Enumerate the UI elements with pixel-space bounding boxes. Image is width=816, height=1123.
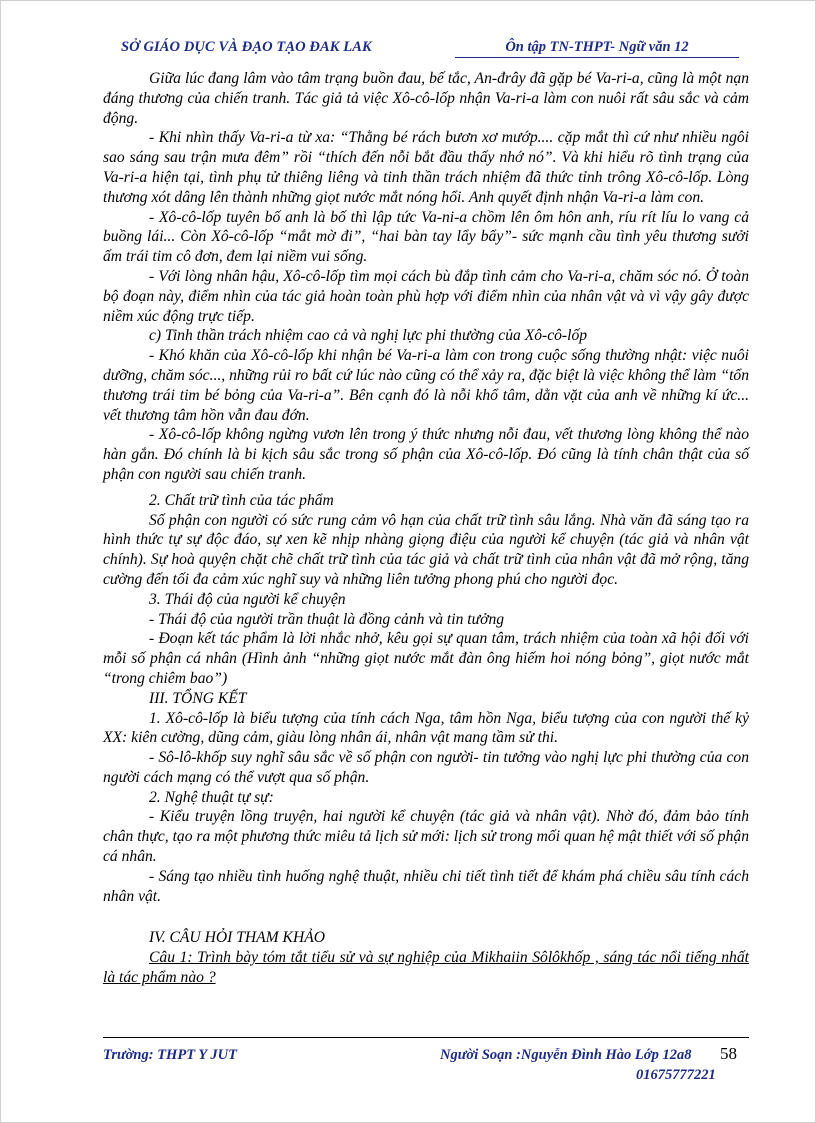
paragraph-bullet: - Với lòng nhân hậu, Xô-cô-lốp tìm mọi cách bù đắp tình cảm cho Va-ri-a, chăm sóc nó. Ở toàn bộ đoạn này, điểm nhìn của tác giả hoàn toàn phù hợp với điểm nhìn của nhân vật và vì vậy gây được niềm xúc động trực tiếp. [103, 267, 749, 325]
page-header [103, 37, 737, 59]
section-heading: 2. Nghệ thuật tự sự: [149, 788, 274, 806]
paragraph-bullet: - Thái độ của người trần thuật là đồng cảnh và tin tưởng [149, 610, 505, 628]
section-heading: 3. Thái độ của người kể chuyện [149, 590, 346, 608]
header-subject: Ôn tập TN-THPT- Ngữ văn 12 [455, 39, 739, 58]
paragraph-bullet: - Kiểu truyện lồng truyện, hai người kể chuyện (tác giả và nhân vật). Nhờ đó, đảm bảo tính chân thực, tạo ra một phương thức miêu tả lịch sử mới: lịch sử trong mối quan hệ mật thiết với số phận cá nhân. [103, 808, 749, 866]
footer-author: Người Soạn :Nguyễn Đình Hào Lớp 12a8 [440, 1047, 692, 1063]
paragraph-bullet: - Khó khăn của Xô-cô-lốp khi nhận bé Va-ri-a làm con trong cuộc sống thường nhật: việc nuôi dưỡng, chăm sóc..., những rủi ro bất cứ lúc nào cũng có thể xảy ra, đặc biệt là việc không thể làm “tổn thương trái tim bé bỏng của Va-ri-a”. Bên cạnh đó là nỗi khổ tâm, dằn vặt của anh về những kí ức... vết thương tâm hồn vẫn đau đớn. [103, 347, 749, 424]
header-department: SỞ GIÁO DỤC VÀ ĐẠO TẠO ĐAK LAK [121, 39, 372, 55]
section-heading: III. TỔNG KẾT [149, 689, 247, 707]
footer-school: Trường: THPT Y JUT [103, 1047, 237, 1063]
section-heading: IV. CÂU HỎI THAM KHẢO [149, 929, 325, 947]
question-1 [103, 948, 749, 988]
subsection-heading: c) Tinh thần trách nhiệm cao cả và nghị lực phi thường của Xô-cô-lốp [149, 327, 588, 345]
footer-divider [103, 1037, 749, 1038]
page-footer [103, 1044, 753, 1087]
paragraph-bullet: - Sáng tạo nhiều tình huống nghệ thuật, nhiều chi tiết tình tiết để khám phá chiều sâu tính cách nhân vật. [103, 867, 749, 905]
paragraph-bullet: - Khi nhìn thấy Va-ri-a từ xa: “Thằng bé rách bươn xơ mướp.... cặp mắt thì cứ như nhiều ngôi sao sáng sau trận mưa đêm” rồi “thích đến nỗi bắt đầu thấy nhớ nó”. Và khi hiểu rõ tình trạng của Va-ri-a hiện tại, tình phụ tử thiêng liêng và tinh thần trách nhiệm đã thức tỉnh trông Xô-cô-lốp. Lòng thương xót dâng lên thành những giọt nước mắt nóng hổi. Anh quyết định nhận Va-ri-a làm con. [103, 129, 749, 206]
paragraph-intro: Giữa lúc đang lâm vào tâm trạng buồn đau, bế tắc, An-đrây đã gặp bé Va-ri-a, cũng là một nạn đáng thương của chiến tranh. Tác giả tả việc Xô-cô-lốp nhận Va-ri-a làm con nuôi rất sâu sắc và cảm động. [103, 70, 749, 127]
paragraph-bullet: - Đoạn kết tác phẩm là lời nhắc nhở, kêu gọi sự quan tâm, trách nhiệm của toàn xã hội đối với mỗi số phận cá nhân (Hình ảnh “những giọt nước mắt đàn ông hiếm hoi nóng bỏng”, giọt nước mắt “trong chiêm bao”) [103, 630, 749, 687]
page-number: 58 [720, 1044, 737, 1063]
paragraph: 1. Xô-cô-lốp là biểu tượng của tính cách Nga, tâm hồn Nga, biểu tượng của con người thế kỷ XX: kiên cường, dũng cảm, giàu lòng nhân ái, nhân vật mang tầm sử thi. [103, 709, 749, 747]
paragraph-bullet: - Xô-cô-lốp tuyên bố anh là bố thì lập tức Va-ni-a chồm lên ôm hôn anh, ríu rít líu lo vang cả buồng lái... Còn Xô-cô-lốp “mắt mờ đi”, “hai bàn tay lẩy bẩy”- sức mạnh cầu tình yêu thương sưởi ấm trái tim cô đơn, đem lại niềm vui sống. [103, 208, 749, 266]
paragraph-bullet: - Sô-lô-khốp suy nghĩ sâu sắc về số phận con người- tin tưởng vào nghị lực phi thường của con người cách mạng có thể vượt qua số phận. [103, 749, 749, 786]
paragraph-bullet: - Xô-cô-lốp không ngừng vươn lên trong ý thức nhưng nỗi đau, vết thương lòng không thể nào hàn gắn. Đó chính là bi kịch sâu sắc trong số phận của Xô-cô-lốp. Đó cũng là tính chân thật của số phận con người sau chiến tranh. [103, 426, 749, 483]
section-heading: 2. Chất trữ tình của tác phẩm [149, 491, 334, 509]
question-1-text: Câu 1: Trình bày tóm tắt tiểu sử và sự nghiệp của Mikhaiin Sôlôkhốp , sáng tác nổi tiếng nhất là tác phẩm nào ? [103, 949, 749, 987]
footer-phone: 01675777221 [636, 1067, 716, 1083]
document-body [103, 69, 749, 988]
paragraph: Số phận con người có sức rung cảm vô hạn của chất trữ tình sâu lắng. Nhà văn đã sáng tạo ra hình thức tự sự độc đáo, sự xen kẽ nhịp nhàng giọng điệu của người kể chuyện (tác giả và nhân vật chính). Sự hoà quyện chặt chẽ chất trữ tình của tác giả và chất trữ tình của nhân vật đã mở rộng, tăng cường đến tối đa cảm xúc nghĩ suy và những liên tưởng phong phú cho người đọc. [103, 511, 749, 588]
